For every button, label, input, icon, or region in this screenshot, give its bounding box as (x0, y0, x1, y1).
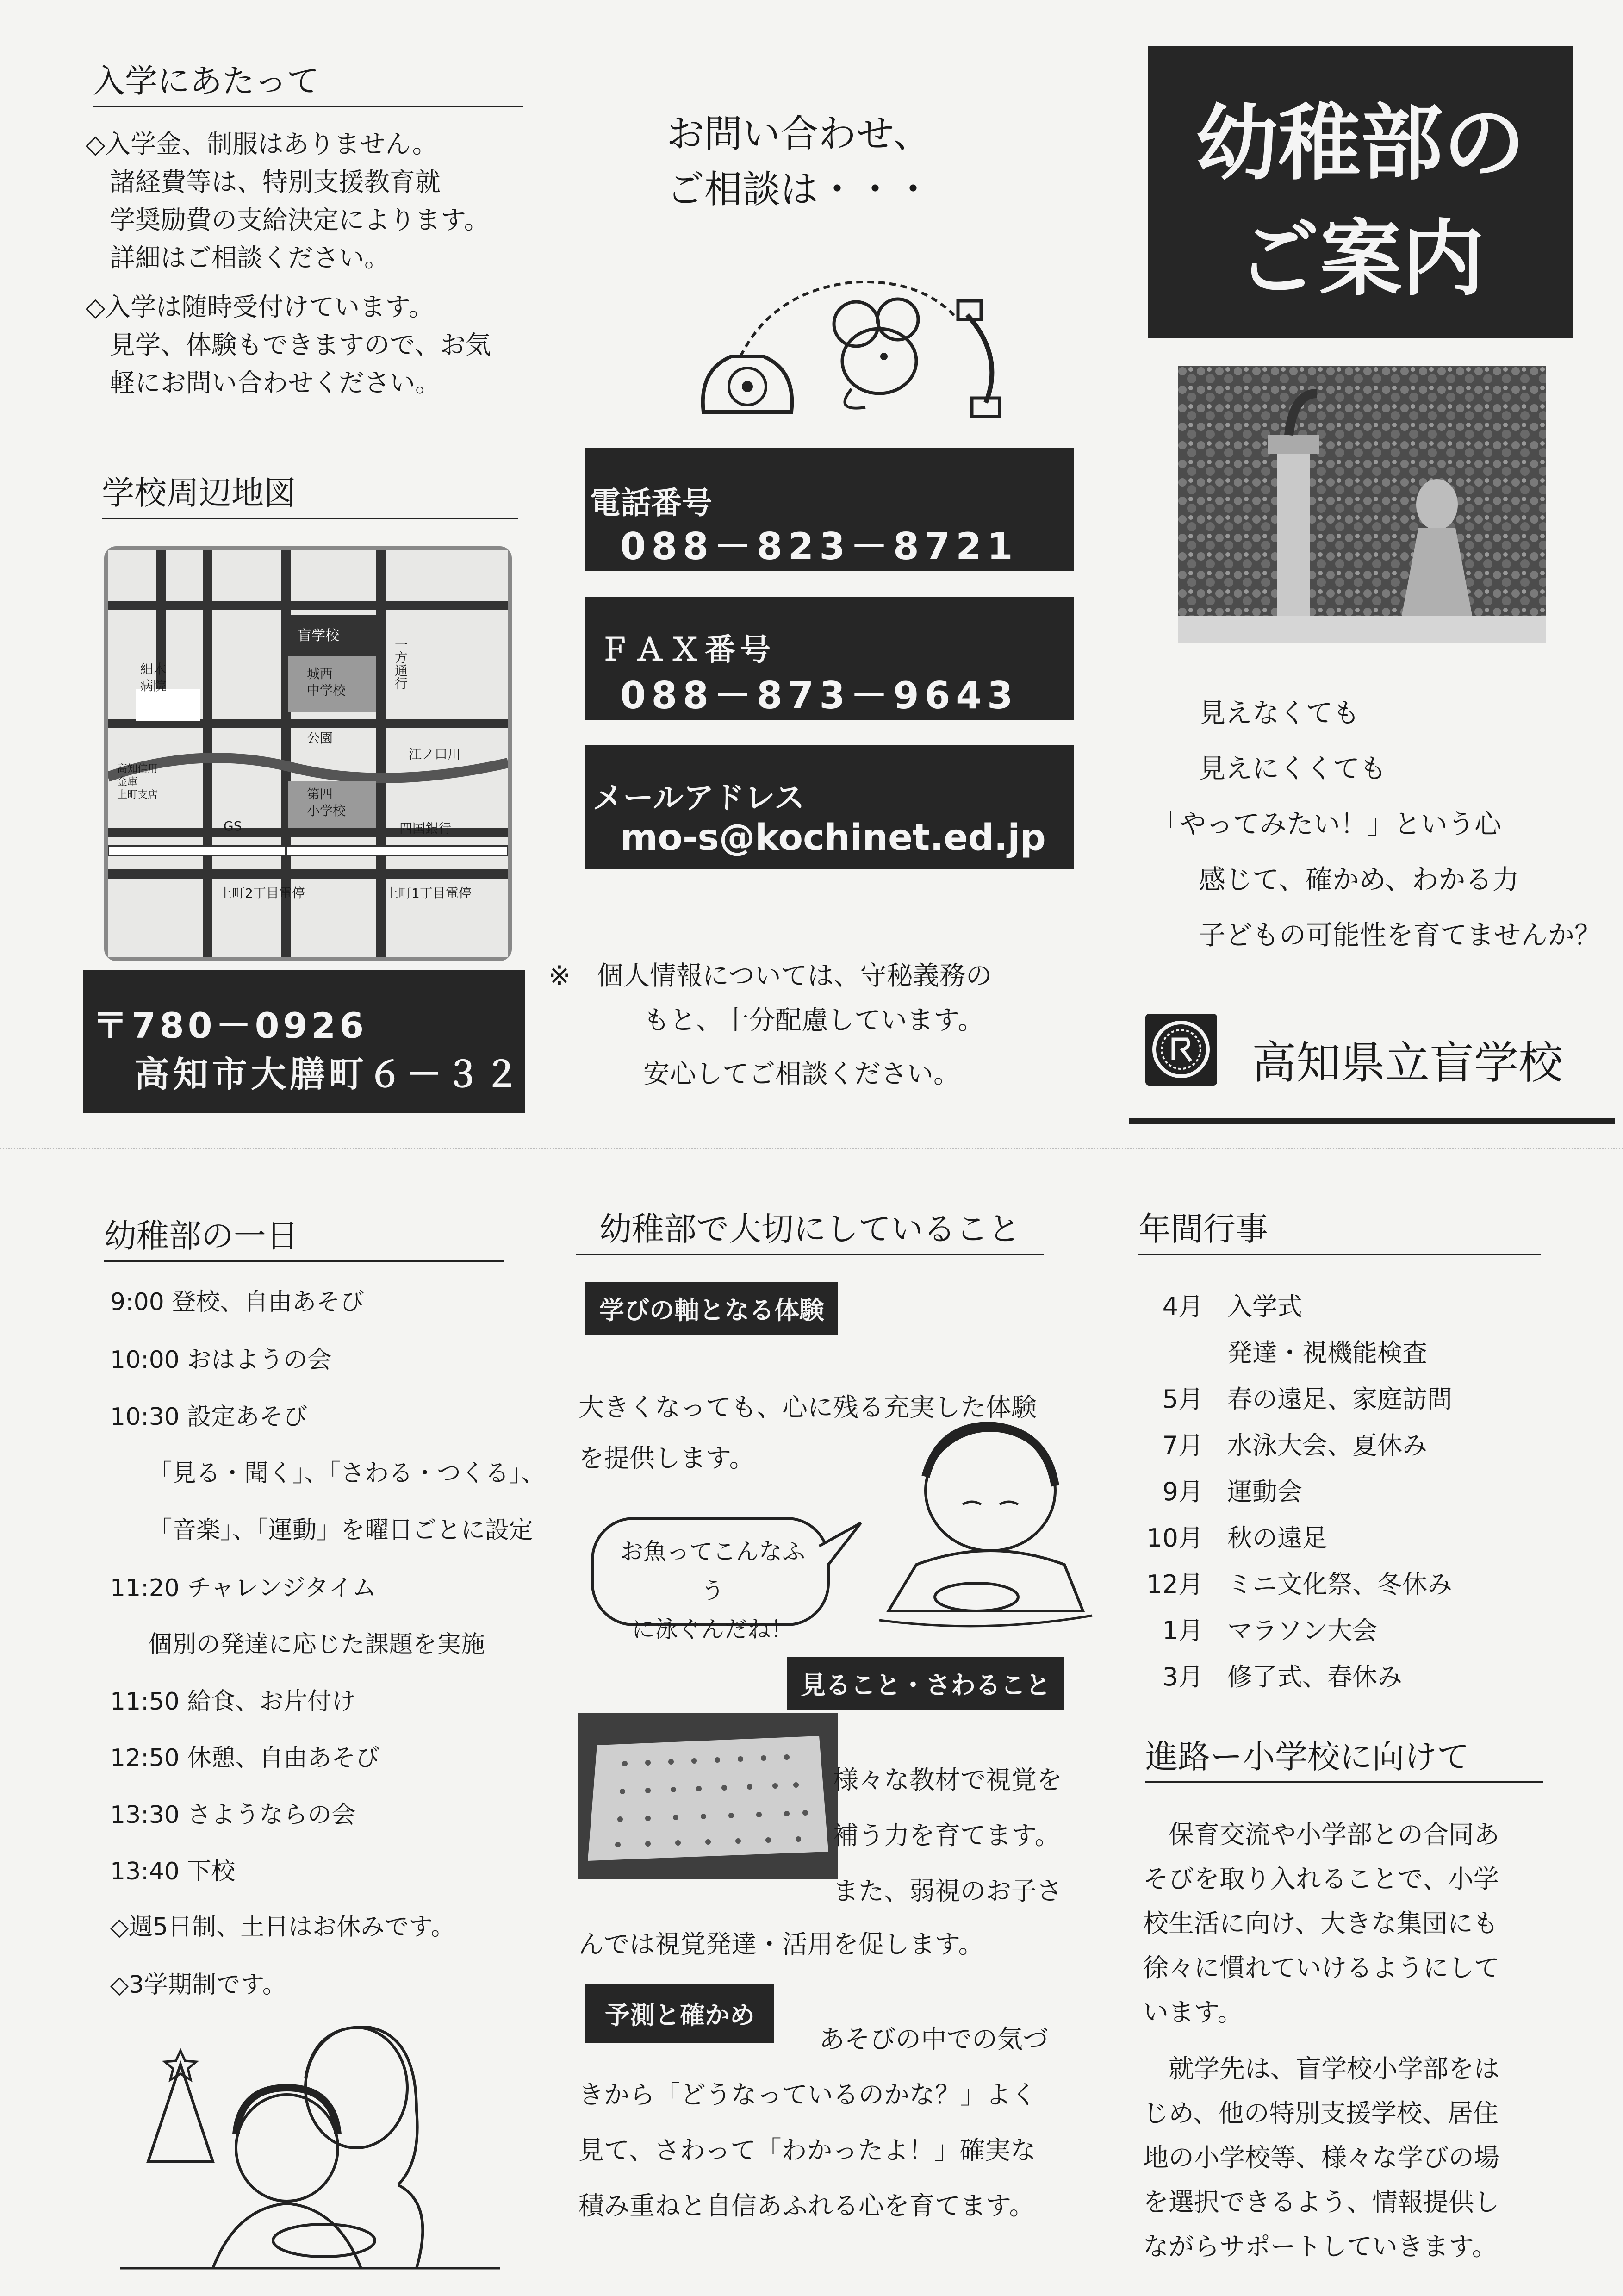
mother-child-illustration (120, 2009, 500, 2277)
address-box (83, 970, 525, 1113)
fold-divider (0, 1148, 1623, 1149)
map-label-school: 盲学校 (298, 628, 339, 644)
event-row: 7月 水泳大会、夏休み (1162, 1431, 1427, 1460)
map-title: 学校周辺地図 (102, 477, 518, 519)
map-label-es: 第四 小学校 (307, 786, 346, 818)
school-name-block (1129, 1002, 1615, 1124)
admission-title: 入学にあたって (93, 65, 523, 107)
phone-number: 088－823－8721 (620, 525, 1019, 568)
map-label-park: 公園 (307, 730, 333, 746)
phone-box (585, 448, 1074, 571)
event-row: 発達・視機能検査 (1227, 1338, 1427, 1367)
map-label-oneway: 一方通行 (393, 638, 408, 690)
tag-learning-experience: 学びの軸となる体験 (585, 1282, 838, 1335)
important-title: 幼稚部で大切にしていること (576, 1213, 1044, 1255)
phone-label: 電話番号 (590, 485, 712, 521)
learning-text: 大きくなっても、心に残る充実した体験 を提供します。 (578, 1392, 1037, 1473)
day-title: 幼稚部の一日 (104, 1220, 504, 1262)
map-label-river: 江ノ口川 (409, 747, 461, 762)
map-label-bank: 四国銀行 (399, 821, 452, 836)
school-emblem-icon (1145, 1014, 1217, 1086)
mail-box (585, 745, 1074, 869)
tag-predict-confirm: 予測と確かめ (585, 1984, 774, 2043)
map-label-jhs: 城西 中学校 (307, 666, 346, 698)
events-title: 年間行事 (1138, 1213, 1541, 1255)
school-name: 高知県立盲学校 (1252, 1037, 1563, 1089)
pegboard-photo (578, 1713, 838, 1879)
fax-box (585, 597, 1074, 720)
cover-title-box (1148, 46, 1573, 338)
school-map (104, 546, 512, 961)
event-row: 10月 秋の遠足 (1146, 1523, 1327, 1553)
event-row: 3月 修了式、春休み (1162, 1662, 1402, 1691)
event-row: 12月 ミニ文化祭、冬休み (1146, 1570, 1452, 1599)
event-row: 4月 入学式 (1162, 1292, 1302, 1321)
fax-label: ＦＡＸ番号 (599, 632, 775, 668)
child-fish-illustration (870, 1416, 1101, 1648)
event-row: 9月 運動会 (1162, 1477, 1302, 1506)
postal-code: 〒780－0926 (93, 1005, 368, 1046)
cover-photo (1178, 366, 1546, 643)
fax-number: 088－873－9643 (620, 674, 1019, 717)
mail-address: mo-s@kochinet.ed.jp (620, 817, 1046, 859)
admission-text: ◇入学金、制服はありません。 諸経費等は、特別支援教育就 学奨励費の支給決定によります。 詳細はご相談ください。 ◇入学は随時受付けています。 見学、体験もできますので、お気 軽にお問い合わせください。 (86, 129, 491, 398)
event-row: 5月 春の遠足、家庭訪問 (1162, 1385, 1452, 1414)
speech-bubble-text: お魚ってこんなふう に泳ぐんだね！ (620, 1538, 805, 1643)
privacy-note: ※ 個人情報については、守秘義務の もと、十分配慮しています。 安心してご相談ください。 (548, 961, 992, 1089)
tag-see-touch: 見ること・さわること (787, 1657, 1064, 1710)
cover-title: 幼稚部の ご案内 (1196, 95, 1525, 307)
mouse-icon (824, 296, 944, 417)
street-address: 高知市大膳町６－３２ (134, 1054, 523, 1095)
see-touch-text-last: んでは視覚発達・活用を促します。 (578, 1929, 984, 1959)
map-label-station2: 上町1丁目電停 (386, 886, 472, 901)
map-label-hospital: 細木 病院 (140, 661, 167, 693)
map-label-station1: 上町2丁目電停 (219, 886, 305, 901)
see-touch-text: 様々な教材で視覚を 補う力を育てます。 また、弱視のお子さ (833, 1765, 1063, 1906)
event-row: 1月 マラソン大会 (1162, 1616, 1377, 1645)
mail-label: メールアドレス (592, 780, 805, 816)
cover-message: 見えなくても 見えにくくても 「やってみたい！」という心 感じて、確かめ、わかる力 子どもの可能性を育てませんか？ (1152, 697, 1602, 951)
career-text: 保育交流や小学部との合同あ そびを取り入れることで、小学 校生活に向け、大きな集団にも 徐々に慣れていけるようにして います。 就学先は、盲学校小学部をは じめ、他の特別支援学校、居住 地の小学校等、様々な学びの場 を選択できるよう、情報提供し ながらサポートしていきます。 (1143, 1820, 1500, 2261)
predict-text: あそびの中での気づ きから「どうなっているのかな？」よく 見て、さわって「わかったよ！」確実な 積み重ねと自信あふれる心を育てます。 (578, 2024, 1049, 2221)
map-label-bank-left: 高知信用 金庫 上町支店 (117, 763, 158, 801)
career-title: 進路ー小学校に向けて (1145, 1741, 1543, 1783)
contact-heading: お問い合わせ、 ご相談は・・・ (666, 112, 933, 212)
map-label-gs: GS (224, 818, 242, 834)
